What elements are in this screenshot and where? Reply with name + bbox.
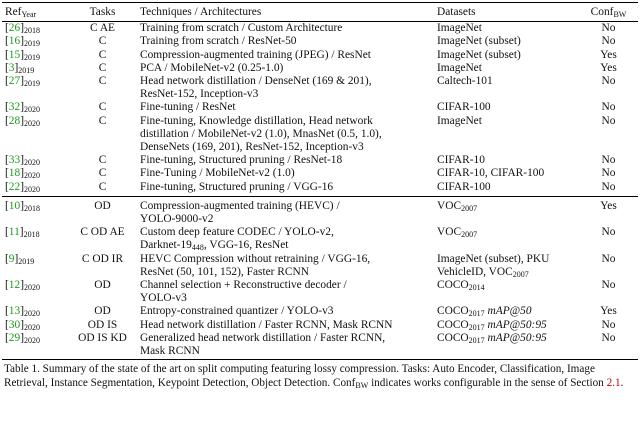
technique-line: Training from scratch / Custom Architecture (140, 22, 343, 35)
caption-line-1: Table 1. Summary of the state of the art on split computing featuring lossy compression. Tasks: Auto Encoder, Classification, Image (4, 363, 595, 376)
conf-cell: No (601, 279, 616, 292)
tasks-cell: OD IS KD (68, 332, 137, 360)
caption-line-2: Retrieval, Instance Segmentation, Keypoint Detection, Object Detection. Conf$_{BW}$ indicates works configurable in the sense of Section 2.1. (4, 376, 624, 390)
table-row (2, 22, 638, 36)
datasets-cell (434, 22, 579, 36)
ref-year: 2020 (23, 158, 40, 168)
tasks-cell: C (98, 35, 107, 48)
table-row (2, 49, 638, 62)
technique-line: Mask RCNN (140, 345, 200, 358)
citation-link[interactable]: 33 (8, 154, 21, 167)
dataset-text: ImageNet (subset) (437, 48, 521, 61)
techniques-cell (137, 101, 434, 114)
ref-cell: $[27]_{2019}$ (5, 75, 40, 89)
citation-link[interactable]: 10 (8, 199, 21, 212)
table-row (2, 253, 638, 279)
dataset-year: 2017 (468, 335, 485, 345)
datasets-cell (434, 305, 579, 318)
conf-cell: No (579, 332, 638, 360)
tasks-cell: C (98, 75, 107, 88)
section-link[interactable]: 2.1 (606, 376, 621, 389)
conf-cell: No (601, 22, 616, 35)
conf-cell: No (601, 167, 616, 180)
datasets-cell (434, 101, 579, 114)
citation-link[interactable]: 32 (8, 101, 21, 114)
techniques-cell (137, 35, 434, 48)
datasets-cell (434, 332, 579, 360)
technique-line: Fine-tuning / ResNet (140, 101, 236, 114)
ref-cell: $[11]_{2018}$ (5, 226, 40, 240)
citation-link[interactable]: 13 (8, 305, 21, 318)
conf-cell: Yes (600, 61, 617, 74)
technique-subscript: 448 (191, 243, 204, 253)
dataset-text: ImageNet (437, 114, 482, 127)
header-tasks: Tasks (68, 3, 137, 22)
ref-cell: $[16]_{2019}$ (5, 35, 40, 49)
ref-year: 2020 (23, 335, 40, 345)
ref-cell: $[3]_{2019}$ (5, 61, 35, 75)
citation-link[interactable]: 28 (8, 114, 21, 127)
technique-line: Generalized head network distillation / Faster RCNN, (140, 331, 386, 344)
conf-cell: Yes (600, 305, 617, 318)
dataset-metric: mAP@50:95 (487, 331, 547, 344)
ref-cell: $[32]_{2020}$ (5, 101, 40, 115)
header-ref: Ref$_{Year}$ (2, 3, 68, 22)
ref-year: 2019 (23, 52, 40, 62)
ref-cell: $[28]_{2020}$ (5, 114, 40, 128)
ref-cell: $[33]_{2020}$ (5, 154, 40, 168)
techniques-cell (137, 49, 434, 62)
dataset-text: VOC (437, 199, 462, 212)
techniques-cell (137, 253, 434, 279)
conf-cell: No (601, 180, 616, 193)
technique-line: Custom deep feature CODEC / YOLO-v2, (140, 226, 334, 239)
ref-year: 2019 (23, 39, 40, 49)
tasks-cell: C (98, 167, 107, 180)
table-row (2, 75, 638, 101)
dataset-text: ImageNet (437, 61, 482, 74)
conf-cell: No (601, 75, 616, 88)
tasks-cell: OD IS (87, 318, 118, 331)
ref-year: 2019 (18, 256, 35, 266)
conf-cell: No (601, 252, 616, 265)
techniques-cell (137, 332, 434, 360)
citation-link[interactable]: 30 (8, 318, 21, 331)
dataset-year: 2007 (461, 230, 478, 240)
citation-link[interactable]: 29 (8, 331, 21, 344)
citation-link[interactable]: 9 (8, 252, 15, 265)
dataset-metric: mAP@50:95 (487, 318, 547, 331)
technique-line: distillation / MobileNet-v2 (1.0), MnasNet (0.5, 1.0), (140, 127, 382, 140)
dataset-text: COCO (437, 279, 469, 292)
datasets-cell (434, 75, 579, 101)
techniques-cell (137, 279, 434, 305)
technique-line: Compression-augmented training (JPEG) / ResNet (140, 48, 371, 61)
technique-line: HEVC Compression without retraining / VGG-16, (140, 252, 371, 265)
conf-cell: No (601, 154, 616, 167)
technique-line: ResNet-152, Inception-v3 (140, 88, 259, 101)
table-figure (2, 2, 638, 390)
citation-link[interactable]: 22 (8, 180, 21, 193)
dataset-text: CIFAR-100 (437, 101, 491, 114)
ref-year: 2020 (23, 283, 40, 293)
conf-cell: No (601, 101, 616, 114)
techniques-cell (137, 154, 434, 167)
datasets-cell (434, 226, 579, 252)
tasks-cell: C OD IR (81, 252, 124, 265)
ref-cell: $[18]_{2020}$ (5, 167, 40, 181)
ref-year: 2018 (23, 203, 40, 213)
ref-year: 2020 (23, 171, 40, 181)
ref-year: 2020 (23, 309, 40, 319)
ref-cell: $[10]_{2018}$ (2, 196, 68, 226)
dataset-metric: mAP@50 (487, 305, 532, 318)
ref-year: 2020 (23, 322, 40, 332)
table-row (2, 279, 638, 305)
technique-line: Darknet-19 (140, 239, 192, 252)
techniques-cell (137, 181, 434, 197)
datasets-cell (434, 253, 579, 279)
dataset-text: CIFAR-10, CIFAR-100 (437, 167, 545, 180)
ref-cell: $[15]_{2019}$ (5, 48, 40, 62)
tasks-cell: OD (94, 279, 111, 292)
conf-cell: No (601, 318, 616, 331)
technique-line: Fine-Tuning / MobileNet-v2 (1.0) (140, 167, 295, 180)
technique-line: YOLO-v3 (140, 292, 187, 305)
tasks-cell: C (98, 180, 107, 193)
ref-cell: $[12]_{2020}$ (5, 279, 40, 293)
conf-cell: Yes (600, 48, 617, 61)
dataset-year: 2014 (468, 283, 485, 293)
datasets-cell (434, 319, 579, 332)
dataset-text: ImageNet (subset), PKU (437, 252, 550, 265)
header-datasets: Datasets (434, 3, 579, 22)
citation-link[interactable]: 26 (8, 22, 21, 35)
table-row (2, 305, 638, 318)
ref-cell: $[30]_{2020}$ (5, 318, 40, 332)
technique-line: Compression-augmented training (HEVC) / (140, 199, 340, 212)
techniques-cell (137, 226, 434, 252)
dataset-text: Caltech-101 (437, 75, 493, 88)
ref-year: 2020 (23, 105, 40, 115)
conf-cell: Yes (579, 196, 638, 226)
techniques-cell (137, 115, 434, 155)
table-row (2, 196, 638, 226)
dataset-text: VOC (437, 226, 462, 239)
technique-line: Head network distillation / Faster RCNN, Mask RCNN (140, 318, 393, 331)
datasets-cell (434, 196, 579, 226)
ref-year: 2019 (18, 65, 35, 75)
citation-link[interactable]: 3 (8, 61, 15, 74)
technique-line: Fine-tuning, Structured pruning / ResNet-18 (140, 154, 343, 167)
dataset-text: CIFAR-10 (437, 154, 485, 167)
citation-link[interactable]: 18 (8, 167, 21, 180)
datasets-cell (434, 181, 579, 197)
dataset-text: CIFAR-100 (437, 180, 491, 193)
tasks-cell: C (98, 61, 107, 74)
table-row (2, 181, 638, 197)
classification-group (2, 22, 638, 197)
citation-link[interactable]: 27 (8, 75, 21, 88)
ref-year: 2018 (23, 26, 40, 36)
table-row (2, 226, 638, 252)
table-row (2, 35, 638, 48)
citation-link[interactable]: 15 (8, 48, 21, 61)
detection-group (2, 196, 638, 359)
ref-year: 2018 (23, 230, 40, 240)
datasets-cell (434, 154, 579, 167)
table-row (2, 332, 638, 360)
technique-line: YOLO-9000-v2 (140, 213, 214, 226)
tasks-cell: OD (94, 305, 111, 318)
dataset-year: 2017 (468, 322, 485, 332)
dataset-year: 2017 (468, 309, 485, 319)
dataset-year: 2007 (461, 203, 478, 213)
tasks-cell: C (98, 154, 107, 167)
datasets-cell (434, 115, 579, 155)
ref-cell: $[13]_{2020}$ (5, 305, 40, 319)
ref-cell: $[9]_{2019}$ (5, 252, 35, 266)
table-row (2, 62, 638, 75)
tasks-cell: C (98, 114, 107, 127)
techniques-cell (137, 196, 434, 226)
technique-line: ResNet (50, 101, 152), Faster RCNN (140, 265, 309, 278)
split-computing-table (2, 2, 638, 360)
table-row (2, 319, 638, 332)
dataset-text: COCO (437, 331, 469, 344)
dataset-year: 2007 (512, 269, 529, 279)
ref-cell: $[22]_{2020}$ (5, 180, 40, 194)
ref-cell: $[29]_{2020}$ (2, 332, 68, 360)
conf-cell: No (601, 35, 616, 48)
dataset-text: ImageNet (subset) (437, 35, 521, 48)
datasets-cell (434, 49, 579, 62)
conf-cell: No (601, 226, 616, 239)
techniques-cell (137, 305, 434, 318)
dataset-text: VehicleID, VOC (437, 265, 513, 278)
techniques-cell (137, 62, 434, 75)
technique-line: Channel selection + Reconstructive decoder / (140, 279, 347, 292)
tasks-cell: OD (68, 196, 137, 226)
dataset-text: ImageNet (437, 22, 482, 35)
techniques-cell (137, 22, 434, 36)
citation-link[interactable]: 12 (8, 279, 21, 292)
technique-line: DenseNets (169, 201), ResNet-152, Inception-v3 (140, 141, 364, 154)
header-techniques: Techniques / Architectures (137, 3, 434, 22)
datasets-cell (434, 279, 579, 305)
technique-line: Head network distillation / DenseNet (169 & 201), (140, 75, 372, 88)
datasets-cell (434, 62, 579, 75)
dataset-text: COCO (437, 318, 469, 331)
table-caption (2, 363, 638, 390)
technique-line: Fine-tuning, Structured pruning / VGG-16 (140, 180, 334, 193)
ref-cell: $[26]_{2018}$ (5, 22, 40, 36)
dataset-text: COCO (437, 305, 469, 318)
datasets-cell (434, 35, 579, 48)
techniques-cell (137, 319, 434, 332)
table-row (2, 101, 638, 114)
techniques-cell (137, 75, 434, 101)
tasks-cell: C (98, 101, 107, 114)
table-row (2, 115, 638, 155)
ref-year: 2019 (23, 79, 40, 89)
datasets-cell (434, 167, 579, 180)
table-header (2, 3, 638, 22)
tasks-cell: C OD AE (80, 226, 125, 239)
ref-year: 2020 (23, 118, 40, 128)
tasks-cell: C (98, 48, 107, 61)
technique-line: Training from scratch / ResNet-50 (140, 35, 297, 48)
ref-year: 2020 (23, 184, 40, 194)
table-row (2, 154, 638, 167)
citation-link[interactable]: 11 (8, 226, 20, 239)
table-row (2, 167, 638, 180)
citation-link[interactable]: 16 (8, 35, 21, 48)
techniques-cell (137, 167, 434, 180)
header-conf: Conf$_{BW}$ (579, 3, 638, 22)
technique-line: PCA / MobileNet-v2 (0.25-1.0) (140, 61, 284, 74)
tasks-cell: C AE (90, 22, 115, 35)
technique-line: Entropy-constrained quantizer / YOLO-v3 (140, 305, 334, 318)
technique-line: , VGG-16, ResNet (203, 239, 289, 252)
conf-cell: No (601, 114, 616, 127)
technique-line: Fine-tuning, Knowledge distillation, Head network (140, 114, 373, 127)
